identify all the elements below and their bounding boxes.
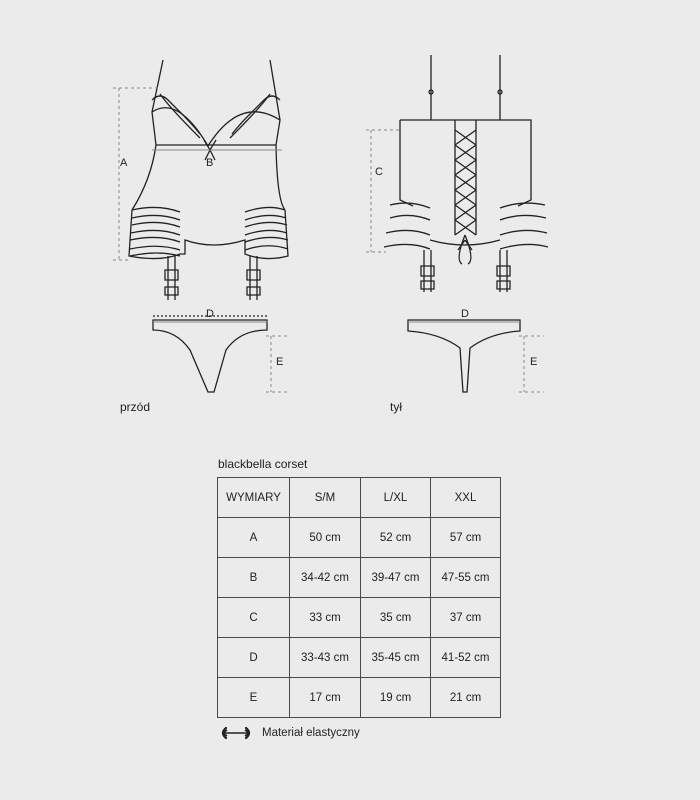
dimension-d-front-label: D — [206, 308, 214, 320]
table-header-row — [218, 478, 501, 518]
table-cell: 35-45 cm — [361, 638, 431, 678]
size-table — [217, 477, 501, 718]
table-cell: 52 cm — [361, 518, 431, 558]
table-cell: 41-52 cm — [431, 638, 501, 678]
table-row — [218, 638, 501, 678]
legend — [218, 726, 360, 740]
header-cell: L/XL — [361, 478, 431, 518]
dimension-e-front-label: E — [276, 356, 284, 368]
table-row — [218, 518, 501, 558]
elastic-material-icon — [218, 726, 254, 740]
dimension-a-label: A — [120, 157, 128, 169]
front-dimension-markers — [113, 88, 290, 392]
legend-label: Materiał elastyczny — [262, 727, 360, 739]
table-cell: E — [218, 678, 290, 718]
table-cell: 57 cm — [431, 518, 501, 558]
table-row — [218, 558, 501, 598]
front-view-label: przód — [120, 400, 151, 414]
table-cell: 33 cm — [290, 598, 361, 638]
table-row — [218, 598, 501, 638]
table-cell: B — [218, 558, 290, 598]
table-cell: 34-42 cm — [290, 558, 361, 598]
table-cell: A — [218, 518, 290, 558]
table-cell: 35 cm — [361, 598, 431, 638]
dimension-b-label: B — [206, 157, 214, 169]
table-row — [218, 678, 501, 718]
table-cell: 33-43 cm — [290, 638, 361, 678]
dimension-d-back-label: D — [461, 308, 469, 320]
front-corset-drawing — [129, 60, 288, 392]
table-cell: 47-55 cm — [431, 558, 501, 598]
table-cell: C — [218, 598, 290, 638]
table-cell: 39-47 cm — [361, 558, 431, 598]
table-cell: 21 cm — [431, 678, 501, 718]
dimension-e-back-label: E — [530, 356, 538, 368]
back-view-label: tył — [390, 400, 402, 414]
header-cell: WYMIARY — [218, 478, 290, 518]
table-cell: 50 cm — [290, 518, 361, 558]
table-cell: 17 cm — [290, 678, 361, 718]
table-title: blackbella corset — [218, 457, 308, 471]
table-cell: D — [218, 638, 290, 678]
back-corset-drawing — [384, 55, 548, 392]
table-cell: 37 cm — [431, 598, 501, 638]
header-cell: XXL — [431, 478, 501, 518]
dimension-c-label: C — [375, 166, 383, 178]
table-cell: 19 cm — [361, 678, 431, 718]
header-cell: S/M — [290, 478, 361, 518]
